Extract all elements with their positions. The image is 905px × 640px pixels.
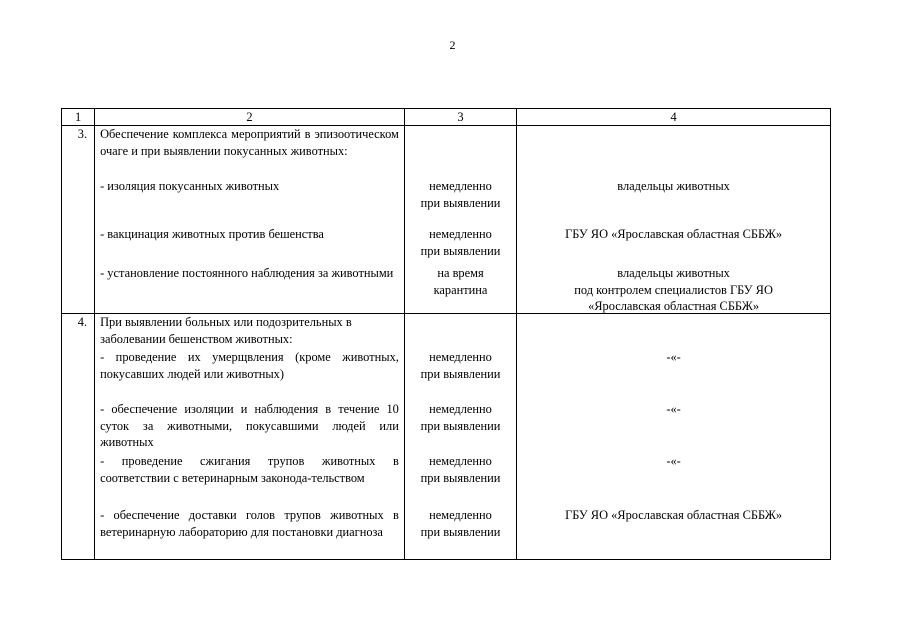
table-row [62,126,831,314]
responsible-cell [517,126,831,314]
task-item: - вакцинация животных против бешенства [100,227,324,241]
header-col-4: 4 [517,109,831,126]
responsible-item: -«- [666,350,681,364]
page-number: 2 [449,38,456,52]
responsible-item: ГБУ ЯО «Ярославская областная СББЖ» [565,508,783,522]
responsible-cell [517,314,831,560]
row-number: 3. [62,126,95,314]
task-cell [95,314,405,560]
task-item: - установление постоянного наблюдения за животными [100,266,394,280]
responsible-item: ГБУ ЯО «Ярославская областная СББЖ» [565,227,783,241]
responsible-item: владельцы животных [617,179,730,193]
responsible-item: -«- [666,454,681,468]
task-item: - обеспечение доставки голов трупов животных в ветеринарную лабораторию для постановки диагноза [100,508,399,539]
measures-table [61,108,831,560]
term-item: немедленно при выявлении [420,179,501,210]
table-header-row [62,109,831,126]
term-item: немедленно при выявлении [420,227,501,258]
term-item: немедленно при выявлении [420,508,501,539]
task-intro: При выявлении больных или подозрительных в заболевании бешенством животных: [100,315,352,346]
term-cell [404,314,516,560]
responsible-item: владельцы животных под контролем специалистов ГБУ ЯО «Ярославская областная СББЖ» [574,266,773,313]
header-col-2: 2 [95,109,405,126]
term-cell [404,126,516,314]
term-item: немедленно при выявлении [420,402,501,433]
table-row [62,314,831,560]
task-item: - обеспечение изоляции и наблюдения в течение 10 суток за животными, покусавшими людей или животных [100,402,399,449]
term-item: немедленно при выявлении [420,350,501,381]
header-col-3: 3 [404,109,516,126]
row-number: 4. [62,314,95,560]
task-item: - проведение сжигания трупов животных в соответствии с ветеринарным законода-тельством [100,454,399,485]
term-item: немедленно при выявлении [420,454,501,485]
task-item: - проведение их умерщвления (кроме животных, покусавших людей или животных) [100,350,399,381]
term-item: на время карантина [433,266,488,297]
task-cell [95,126,405,314]
header-col-1: 1 [62,109,95,126]
task-intro: Обеспечение комплекса мероприятий в эпизоотическом очаге и при выявлении покусанных животных: [100,127,399,158]
task-item: - изоляция покусанных животных [100,179,280,193]
responsible-item: -«- [666,402,681,416]
